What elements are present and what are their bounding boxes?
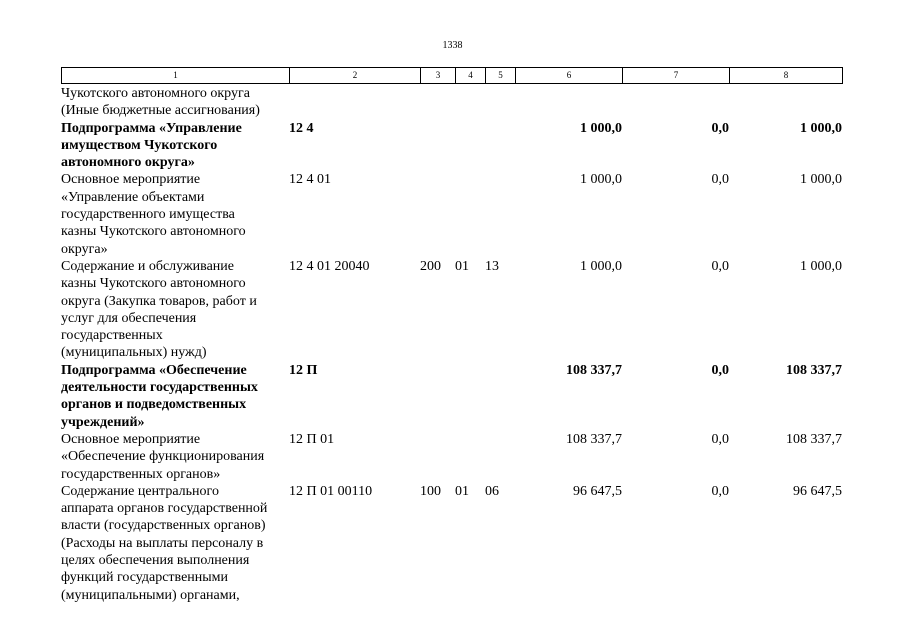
column-header: 3	[421, 68, 456, 84]
description-line: (муниципальными) органами,	[61, 587, 240, 603]
amount-column-7: 0,0	[711, 258, 729, 274]
description-line: «Управление объектами	[61, 189, 205, 205]
column-header: 2	[290, 68, 421, 84]
section-code: 01	[455, 483, 469, 499]
amount-column-6: 1 000,0	[580, 172, 622, 188]
page-number: 1338	[442, 40, 463, 51]
description-line: автономного округа»	[61, 155, 195, 171]
classification-code: 12 4 01 20040	[289, 258, 370, 274]
description-line: Подпрограмма «Управление	[61, 120, 242, 136]
description-line: целях обеспечения выполнения	[61, 553, 250, 569]
amount-column-6: 96 647,5	[573, 483, 622, 499]
description-line: функций государственными	[61, 570, 229, 586]
amount-column-8: 1 000,0	[800, 172, 842, 188]
amount-column-8: 108 337,7	[786, 431, 842, 447]
table-row	[0, 483, 905, 604]
expense-type-code: 200	[420, 258, 441, 274]
table-row	[0, 258, 905, 362]
row-description	[61, 258, 289, 362]
column-header: 1	[62, 68, 290, 84]
amount-column-6: 1 000,0	[580, 258, 622, 274]
amount-column-6: 1 000,0	[580, 120, 622, 136]
amount-column-8: 1 000,0	[800, 120, 842, 136]
row-description	[61, 120, 289, 172]
column-header: 4	[456, 68, 486, 84]
description-line: органов и подведомственных	[61, 397, 247, 413]
column-header: 6	[516, 68, 623, 84]
description-line: казны Чукотского автономного	[61, 276, 246, 292]
description-line: Основное мероприятие	[61, 431, 201, 447]
description-line: власти (государственных органов)	[61, 518, 266, 534]
description-line: учреждений»	[61, 414, 145, 430]
column-header-table	[61, 67, 843, 84]
column-header: 8	[730, 68, 843, 84]
description-line: (муниципальных) нужд)	[61, 345, 207, 361]
section-code: 01	[455, 258, 469, 274]
subsection-code: 06	[485, 483, 499, 499]
classification-code: 12 4 01	[289, 172, 331, 188]
description-line: деятельности государственных	[61, 380, 258, 396]
classification-code: 12 4	[289, 120, 314, 136]
description-line: Основное мероприятие	[61, 172, 201, 188]
amount-column-6: 108 337,7	[566, 362, 622, 378]
amount-column-7: 0,0	[711, 120, 729, 136]
description-line: Содержание и обслуживание	[61, 258, 234, 274]
description-line: Содержание центрального	[61, 483, 219, 499]
description-line: услуг для обеспечения	[61, 310, 197, 326]
description-line: государственных	[61, 328, 163, 344]
classification-code: 12 П 01 00110	[289, 483, 373, 499]
description-line: (Иные бюджетные ассигнования)	[61, 103, 260, 119]
row-description	[61, 362, 289, 431]
amount-column-7: 0,0	[711, 172, 729, 188]
description-line: государственных органов»	[61, 466, 221, 482]
row-description	[61, 483, 289, 604]
expense-type-code: 100	[420, 483, 441, 499]
row-description	[61, 85, 289, 120]
subprogram-row	[0, 362, 905, 431]
column-header: 5	[486, 68, 516, 84]
description-line: округа (Закупка товаров, работ и	[61, 293, 257, 309]
description-line: округа»	[61, 241, 108, 257]
amount-column-8: 96 647,5	[793, 483, 842, 499]
description-line: имуществом Чукотского	[61, 137, 218, 153]
description-line: государственного имущества	[61, 207, 235, 223]
amount-column-7: 0,0	[711, 431, 729, 447]
description-line: Чукотского автономного округа	[61, 86, 250, 101]
table-row	[0, 171, 905, 257]
amount-column-6: 108 337,7	[566, 431, 622, 447]
amount-column-8: 108 337,7	[786, 362, 842, 378]
amount-column-8: 1 000,0	[800, 258, 842, 274]
budget-table-body	[0, 85, 905, 604]
description-line: «Обеспечение функционирования	[61, 449, 265, 465]
subprogram-row	[0, 120, 905, 172]
classification-code: 12 П	[289, 362, 318, 378]
column-header: 7	[623, 68, 730, 84]
table-row	[0, 431, 905, 483]
row-description	[61, 431, 289, 483]
description-line: (Расходы на выплаты персоналу в	[61, 535, 264, 551]
description-line: аппарата органов государственной	[61, 501, 268, 517]
amount-column-7: 0,0	[711, 362, 729, 378]
amount-column-7: 0,0	[711, 483, 729, 499]
description-line: казны Чукотского автономного	[61, 224, 246, 240]
classification-code: 12 П 01	[289, 431, 335, 447]
row-description	[61, 171, 289, 257]
description-line: Подпрограмма «Обеспечение	[61, 362, 247, 378]
subsection-code: 13	[485, 258, 499, 274]
table-row	[0, 85, 905, 120]
